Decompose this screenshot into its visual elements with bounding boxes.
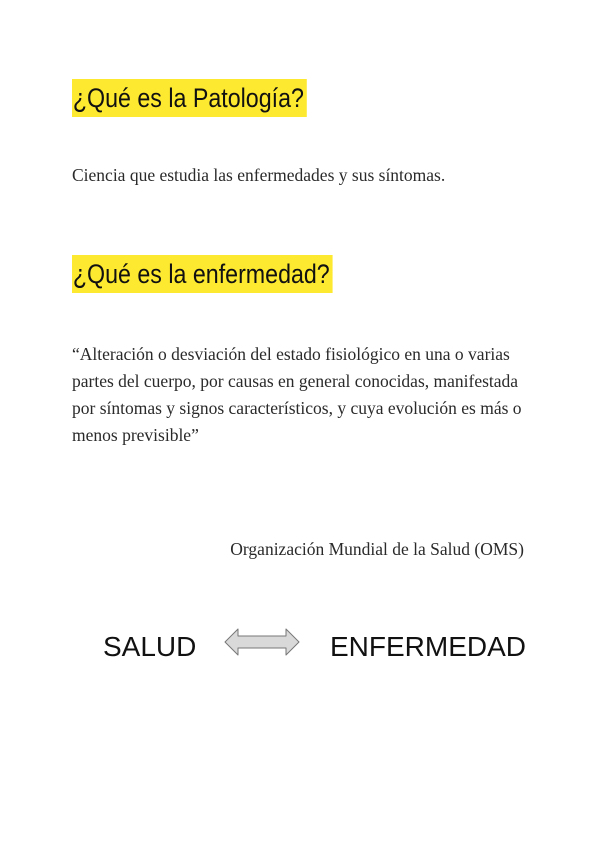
- pathology-definition: Ciencia que estudia las enfermedades y sus síntomas.: [72, 165, 446, 185]
- term-health: SALUD: [103, 631, 197, 662]
- heading-pathology: ¿Qué es la Patología?: [72, 79, 306, 117]
- quote-source: Organización Mundial de la Salud (OMS): [230, 539, 524, 559]
- disease-definition-quote: “Alteración o desviación del estado fisiológico en una o varias partes del cuerpo, por causas en general conocidas, manifestada por síntomas y signos característicos, y cuya evolución es más o menos previsible”: [72, 344, 522, 445]
- heading-disease: ¿Qué es la enfermedad?: [72, 255, 332, 293]
- double-arrow-icon: [224, 627, 300, 657]
- term-disease: ENFERMEDAD: [330, 631, 527, 662]
